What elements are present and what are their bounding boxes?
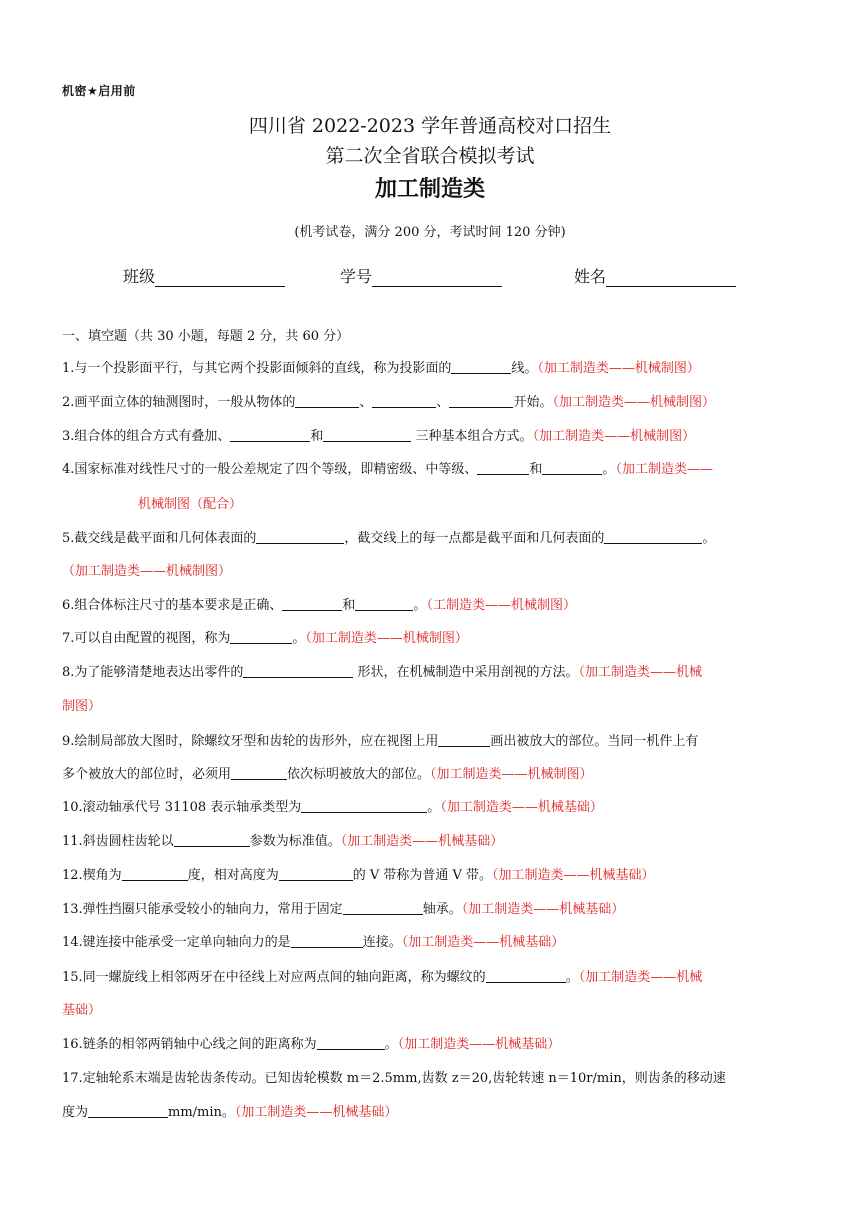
question-text: 6.组合体标注尺寸的基本要求是正确、 [62, 598, 283, 613]
answer-blank [174, 832, 250, 847]
question-text: 依次标明被放大的部位。 [287, 767, 431, 782]
question-text: 17.定轴轮系末端是齿轮齿条传动。已知齿轮模数 m＝2.5mm,齿数 z＝20,齿轮转速 n＝10r/min，则齿条的移动速 [62, 1071, 726, 1086]
answer-blank [279, 866, 353, 881]
answer-blank [88, 1103, 168, 1118]
answer-blank [355, 596, 413, 611]
category-tag: （加工制造类——机械基础） [461, 902, 625, 917]
question-17 [62, 1062, 802, 1096]
question-text: 形状，在机械制造中采用剖视的方法。 [353, 665, 579, 680]
question-text: 和 [342, 598, 356, 613]
question-text: 1.与一个投影面平行，与其它两个投影面倾斜的直线，称为投影面的 [62, 361, 452, 376]
category-tag: （加工制造类——机械基础） [492, 868, 655, 883]
question-text: 16.链条的相邻两销轴中心线之间的距离称为 [62, 1037, 317, 1052]
exam-title-line2: 第二次全省联合模拟考试 [325, 145, 535, 167]
question-5-continued [62, 555, 802, 589]
question-4 [62, 453, 802, 487]
answer-blank [301, 798, 427, 813]
question-text: 度，相对高度为 [187, 868, 279, 883]
category-tag: （加工制造类——机械基础） [340, 834, 504, 849]
category-tag: 机械制图（配合） [138, 497, 243, 512]
question-7 [62, 622, 802, 656]
answer-blank [451, 359, 511, 374]
answer-blank [449, 393, 513, 408]
question-text: 13.弹性挡圈只能承受较小的轴向力，常用于固定 [62, 902, 343, 917]
question-text: 11.斜齿圆柱齿轮以 [62, 834, 174, 849]
question-1 [62, 352, 802, 386]
question-15 [62, 961, 802, 995]
question-text: 和 [310, 429, 324, 444]
answer-blank [230, 427, 310, 442]
question-text: 。 [702, 531, 716, 546]
question-text: 度为 [62, 1105, 89, 1120]
question-text: 多个被放大的部位时，必须用 [62, 767, 232, 782]
question-text: 轴承。 [422, 902, 462, 917]
section-heading: 一、填空题（共 30 小题，每题 2 分，共 60 分） [62, 329, 350, 344]
question-12 [62, 859, 802, 893]
name-field [574, 264, 736, 287]
question-text: 。 [427, 800, 441, 815]
question-text: 8.为了能够清楚地表达出零件的 [62, 665, 244, 680]
question-text: 9.绘制局部放大图时，除螺纹牙型和齿轮的齿形外，应在视图上用 [62, 734, 439, 749]
answer-blank [343, 900, 423, 915]
category-tag: （工制造类——机械制图） [426, 598, 576, 613]
answer-blank [295, 393, 359, 408]
question-6 [62, 589, 802, 623]
question-10 [62, 791, 802, 825]
question-text: 和 [529, 462, 543, 477]
class-label: 班级 [123, 267, 156, 286]
category-tag: （加工制造类——机械基础） [397, 1037, 561, 1052]
question-text: 12.楔角为 [62, 868, 122, 883]
exam-title-line1: 四川省 2022-2023 学年普通高校对口招生 [248, 115, 612, 137]
category-tag: 制图） [62, 699, 102, 714]
question-14 [62, 926, 802, 960]
question-text: 。 [413, 598, 427, 613]
question-16 [62, 1028, 802, 1062]
question-text: 开始。 [513, 395, 553, 410]
question-text: 10.滚动轴承代号 31108 表示轴承类型为 [62, 800, 302, 815]
answer-blank [542, 460, 602, 475]
category-tag: （加工制造类——机械制图） [305, 631, 468, 646]
category-tag: （加工制造类——机械制图） [532, 429, 696, 444]
question-text: 14.键连接中能承受一定单向轴向力的是 [62, 935, 291, 950]
question-15-continued [62, 994, 802, 1028]
question-3 [62, 420, 802, 454]
exam-info: (机考试卷，满分 200 分，考试时间 120 分钟) [294, 225, 566, 240]
question-4-continued [62, 488, 860, 522]
answer-blank [256, 529, 344, 544]
answer-blank [230, 629, 292, 644]
question-text: ，截交线上的每一点都是截平面和几何表面的 [344, 531, 605, 546]
answer-blank [438, 732, 490, 747]
answer-blank [317, 1035, 385, 1050]
class-blank [155, 269, 285, 287]
question-text: 4.国家标准对线性尺寸的一般公差规定了四个等级，即精密级、中等级、 [62, 462, 478, 477]
question-9 [62, 725, 802, 759]
answer-blank [282, 596, 342, 611]
student-number-field [340, 264, 502, 287]
question-text: 、 [359, 395, 373, 410]
category-tag: （加工制造类——机械制图） [537, 361, 700, 376]
answer-blank [291, 933, 363, 948]
category-tag: （加工制造类——机械基础） [234, 1105, 398, 1120]
question-8-continued [62, 690, 802, 724]
question-text: 。 [292, 631, 306, 646]
question-text: 5.截交线是截平面和几何体表面的 [62, 531, 257, 546]
name-blank [606, 269, 736, 287]
category-tag: （加工制造类——机械基础） [401, 935, 565, 950]
question-text: mm/min。 [168, 1105, 235, 1120]
confidential-label: 机密★启用前 [62, 84, 136, 98]
question-text: 15.同一螺旋线上相邻两牙在中径线上对应两点间的轴向距离，称为螺纹的 [62, 970, 486, 985]
question-text: 的 V 带称为普通 V 带。 [352, 868, 493, 883]
category-tag: （加工制造类——机械 [578, 970, 703, 985]
question-17-continued [62, 1096, 802, 1130]
answer-blank [486, 968, 566, 983]
question-9-continued [62, 758, 802, 792]
question-5 [62, 522, 802, 556]
answer-blank [231, 765, 287, 780]
question-text: 。 [384, 1037, 398, 1052]
question-text: 、 [436, 395, 450, 410]
question-text: 。 [565, 970, 579, 985]
question-text: 7.可以自由配置的视图，称为 [62, 631, 231, 646]
class-field [123, 264, 285, 287]
question-8 [62, 656, 802, 690]
exam-subject-title: 加工制造类 [374, 177, 485, 202]
category-tag: （加工制造类——机械 [578, 665, 703, 680]
name-label: 姓名 [574, 267, 607, 286]
category-tag: （加工制造类——机械制图） [430, 767, 593, 782]
answer-blank [604, 529, 702, 544]
question-text: 2.画平面立体的轴测图时，一般从物体的 [62, 395, 296, 410]
answer-blank [122, 866, 188, 881]
question-11 [62, 825, 802, 859]
category-tag: （加工制造类—— [615, 462, 713, 477]
answer-blank [323, 427, 411, 442]
category-tag: 基础） [62, 1003, 102, 1018]
question-2 [62, 386, 802, 420]
student-number-blank [372, 269, 502, 287]
student-number-label: 学号 [340, 267, 373, 286]
question-text: 画出被放大的部位。当同一机件上有 [490, 734, 699, 749]
question-text: 三种基本组合方式。 [411, 429, 533, 444]
question-text: 线。 [511, 361, 538, 376]
question-text: 参数为标准值。 [249, 834, 341, 849]
answer-blank [477, 460, 529, 475]
question-text: 连接。 [362, 935, 402, 950]
question-13 [62, 893, 802, 927]
question-text: 。 [602, 462, 616, 477]
answer-blank [243, 663, 353, 678]
question-text: 3.组合体的组合方式有叠加、 [62, 429, 231, 444]
category-tag: （加工制造类——机械基础） [440, 800, 603, 815]
category-tag: （加工制造类——机械制图） [62, 564, 232, 579]
answer-blank [372, 393, 436, 408]
category-tag: （加工制造类——机械制图） [552, 395, 715, 410]
